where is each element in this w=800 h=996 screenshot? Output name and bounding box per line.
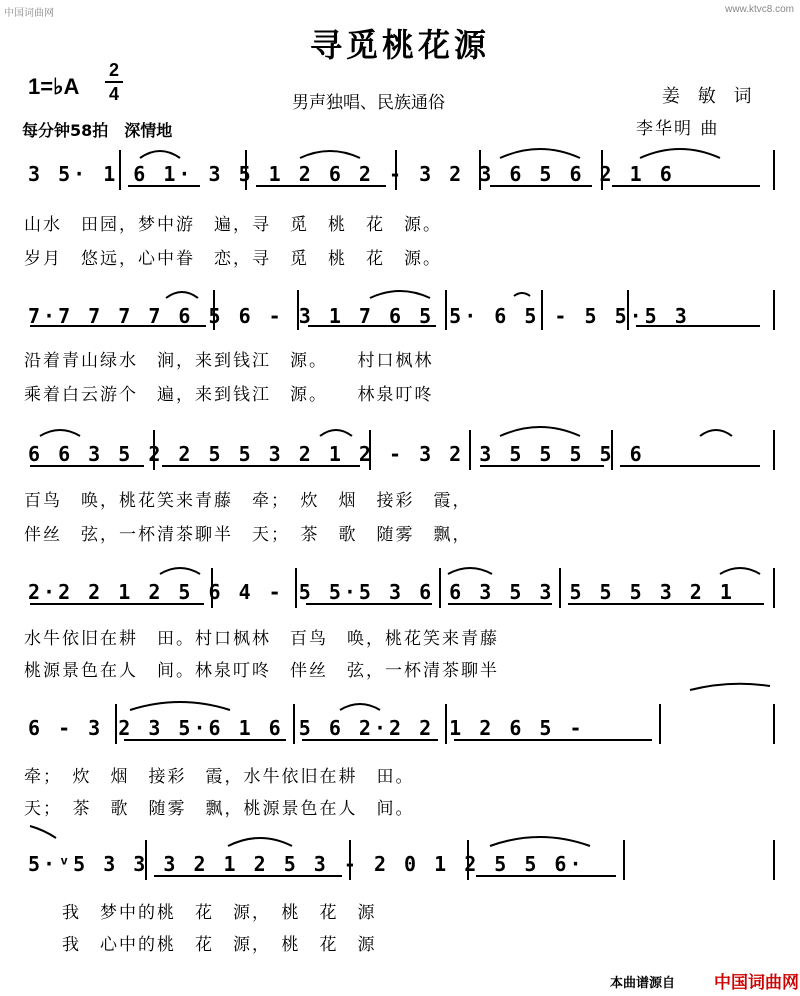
lyrics-1-system-2: 沿着青山绿水 涧，来到钱江 源。 村口枫林 bbox=[24, 351, 434, 371]
notes-system-4: 2·2 2 1 2 5 6 4 - 5 5·5 3 6 6 3 5 3 5 5 5 3 2 1 bbox=[28, 580, 735, 604]
source-site[interactable]: 中国词曲网 bbox=[714, 973, 799, 993]
lyrics-2-system-2: 乘着白云游个 遍，来到钱江 源。 林泉叮咚 bbox=[24, 385, 434, 405]
lyrics-2-system-3: 伴丝 弦，一杯清茶聊半 天； 茶 歌 随雾 飘， bbox=[24, 525, 472, 545]
source-label: 本曲谱源自 bbox=[610, 976, 676, 991]
slur bbox=[40, 430, 80, 436]
lyrics-2-system-1: 岁月 悠远，心中眷 恋，寻 觅 桃 花 源。 bbox=[24, 249, 442, 269]
key-signature: 1=♭A bbox=[28, 74, 80, 99]
slur bbox=[490, 837, 590, 846]
composer: 李华明 曲 bbox=[636, 119, 720, 139]
performance-style: 男声独唱、民族通俗 bbox=[292, 93, 445, 113]
slur bbox=[448, 568, 492, 574]
lyricist: 姜 敏 词 bbox=[662, 86, 758, 107]
slur bbox=[700, 430, 732, 436]
slur bbox=[690, 684, 770, 690]
slur bbox=[370, 291, 430, 298]
slur bbox=[340, 704, 380, 710]
slur bbox=[720, 568, 760, 574]
notes-system-6: 5·ᵛ5 3 3 3 2 1 2 5 3 - 2 0 1 2 5 5 6· bbox=[28, 852, 585, 876]
song-title: 寻觅桃花源 bbox=[309, 26, 490, 64]
notes-system-3: 6 6 3 5 2 2 5 5 3 2 1 2 - 3 2 3 5 5 5 5 6 bbox=[28, 442, 645, 466]
lyrics-1-system-4: 水牛依旧在耕 田。村口枫林 百鸟 唤，桃花笑来青藤 bbox=[24, 629, 499, 649]
slur bbox=[160, 568, 200, 574]
lyrics-2-system-4: 桃源景色在人 间。林泉叮咚 伴丝 弦，一杯清茶聊半 bbox=[24, 661, 499, 681]
time-top: 2 bbox=[108, 60, 119, 80]
watermark-right: www.ktvc8.com bbox=[725, 4, 794, 15]
slur bbox=[500, 149, 580, 158]
slur bbox=[320, 430, 352, 436]
watermark-left: 中国词曲网 bbox=[4, 8, 54, 19]
slur bbox=[166, 292, 198, 298]
notes-system-5: 6 - 3 2 3 5·6 1 6 5 6 2·2 2 1 2 6 5 - bbox=[28, 716, 585, 740]
lyrics-2-system-5: 天； 茶 歌 随雾 飘，桃源景色在人 间。 bbox=[24, 799, 415, 819]
slur bbox=[500, 427, 580, 436]
lyrics-1-system-5: 牵； 炊 烟 接彩 霞，水牛依旧在耕 田。 bbox=[24, 767, 415, 787]
slur bbox=[130, 702, 230, 710]
tempo-marking: 每分钟58拍 深情地 bbox=[22, 121, 173, 140]
slur bbox=[514, 293, 530, 296]
slur bbox=[300, 151, 360, 158]
lyrics-1-system-3: 百鸟 唤，桃花笑来青藤 牵； 炊 烟 接彩 霞， bbox=[24, 491, 472, 511]
notes-system-1: 3 5· 1 6 1· 3 5 1 2 6 2 - 3 2 3 6 5 6 2 1 6 bbox=[28, 162, 675, 186]
slur bbox=[228, 838, 292, 846]
slur bbox=[30, 826, 56, 838]
notes-system-2: 7·7 7 7 7 6 5 6 - 3 1 7 6 5 5· 6 5 - 5 5·5 3 bbox=[28, 304, 690, 328]
slur bbox=[640, 149, 720, 158]
lyrics-2-system-6: 我 心中的桃 花 源， 桃 花 源 bbox=[24, 935, 377, 955]
time-bottom: 4 bbox=[108, 84, 119, 104]
lyrics-1-system-1: 山水 田园，梦中游 遍，寻 觅 桃 花 源。 bbox=[24, 215, 442, 235]
slur bbox=[140, 151, 180, 158]
lyrics-1-system-6: 我 梦中的桃 花 源， 桃 花 源 bbox=[24, 903, 377, 923]
